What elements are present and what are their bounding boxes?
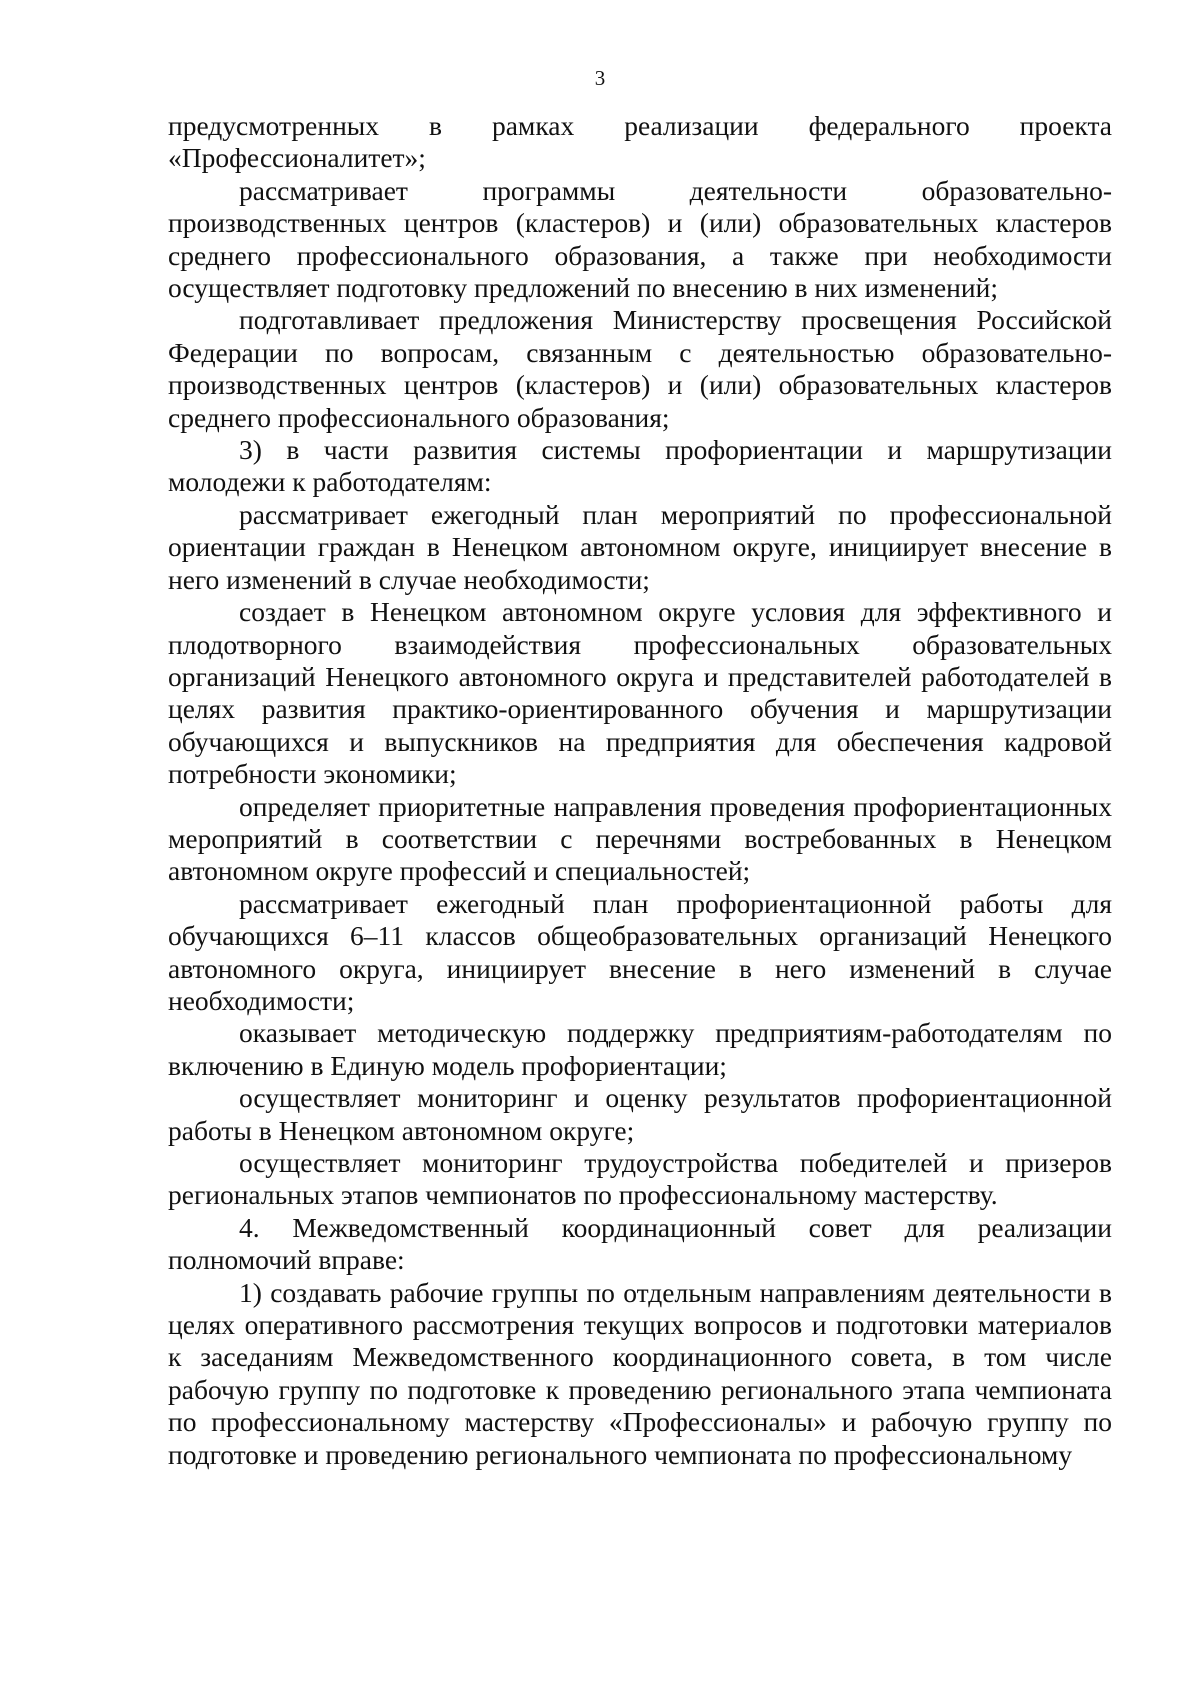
paragraph: 4. Межведомственный координационный совет для реализации полномочий вправе: [168, 1211, 1112, 1276]
paragraph: оказывает методическую поддержку предприятиям-работодателям по включению в Единую модель профориентации; [168, 1017, 1112, 1081]
paragraph: предусмотренных в рамках реализации федерального проекта «Профессионалитет»; [168, 110, 1112, 174]
document-body [168, 110, 1112, 1471]
paragraph: рассматривает ежегодный план мероприятий по профессиональной ориентации граждан в Ненецком автономном округе, инициирует внесение в него изменений в случае необходимости; [168, 498, 1112, 595]
paragraph: осуществляет мониторинг и оценку результатов профориентационной работы в Ненецком автономном округе; [168, 1082, 1112, 1146]
paragraph: осуществляет мониторинг трудоустройства победителей и призеров региональных этапов чемпионатов по профессиональному мастерству. [168, 1147, 1112, 1211]
paragraph: подготавливает предложения Министерству просвещения Российской Федерации по вопросам, связанным с деятельностью образовательно-производственных центров (кластеров) и (или) образовательных кластеров среднего профессионального образования; [168, 304, 1112, 433]
paragraph: определяет приоритетные направления проведения профориентационных мероприятий в соответствии с перечнями востребованных в Ненецком автономном округе профессий и специальностей; [168, 790, 1112, 887]
paragraph: 1) создавать рабочие группы по отдельным направлениям деятельности в целях оперативного рассмотрения текущих вопросов и подготовки материалов к заседаниям Межведомственного координационного совета, в том числе рабочую группу по подготовке к проведению регионального этапа чемпионата по профессиональному мастерству «Профессионалы» и рабочую группу по подготовке и проведению регионального чемпионата по профессиональному [168, 1276, 1112, 1470]
paragraph: рассматривает программы деятельности образовательно-производственных центров (кластеров) и (или) образовательных кластеров среднего профессионального образования, а также при необходимости осуществляет подготовку предложений по внесению в них изменений; [168, 174, 1112, 304]
paragraph: рассматривает ежегодный план профориентационной работы для обучающихся 6–11 классов общеобразовательных организаций Ненецкого автономного округа, инициирует внесение в него изменений в случае необходимости; [168, 887, 1112, 1016]
paragraph: создает в Ненецком автономном округе условия для эффективного и плодотворного взаимодействия профессиональных образовательных организаций Ненецкого автономного округа и представителей работодателей в целях развития практико-ориентированного обучения и маршрутизации обучающихся и выпускников на предприятия для обеспечения кадровой потребности экономики; [168, 596, 1112, 790]
paragraph: 3) в части развития системы профориентации и маршрутизации молодежи к работодателям: [168, 434, 1112, 498]
page-number: 3 [594, 66, 606, 90]
